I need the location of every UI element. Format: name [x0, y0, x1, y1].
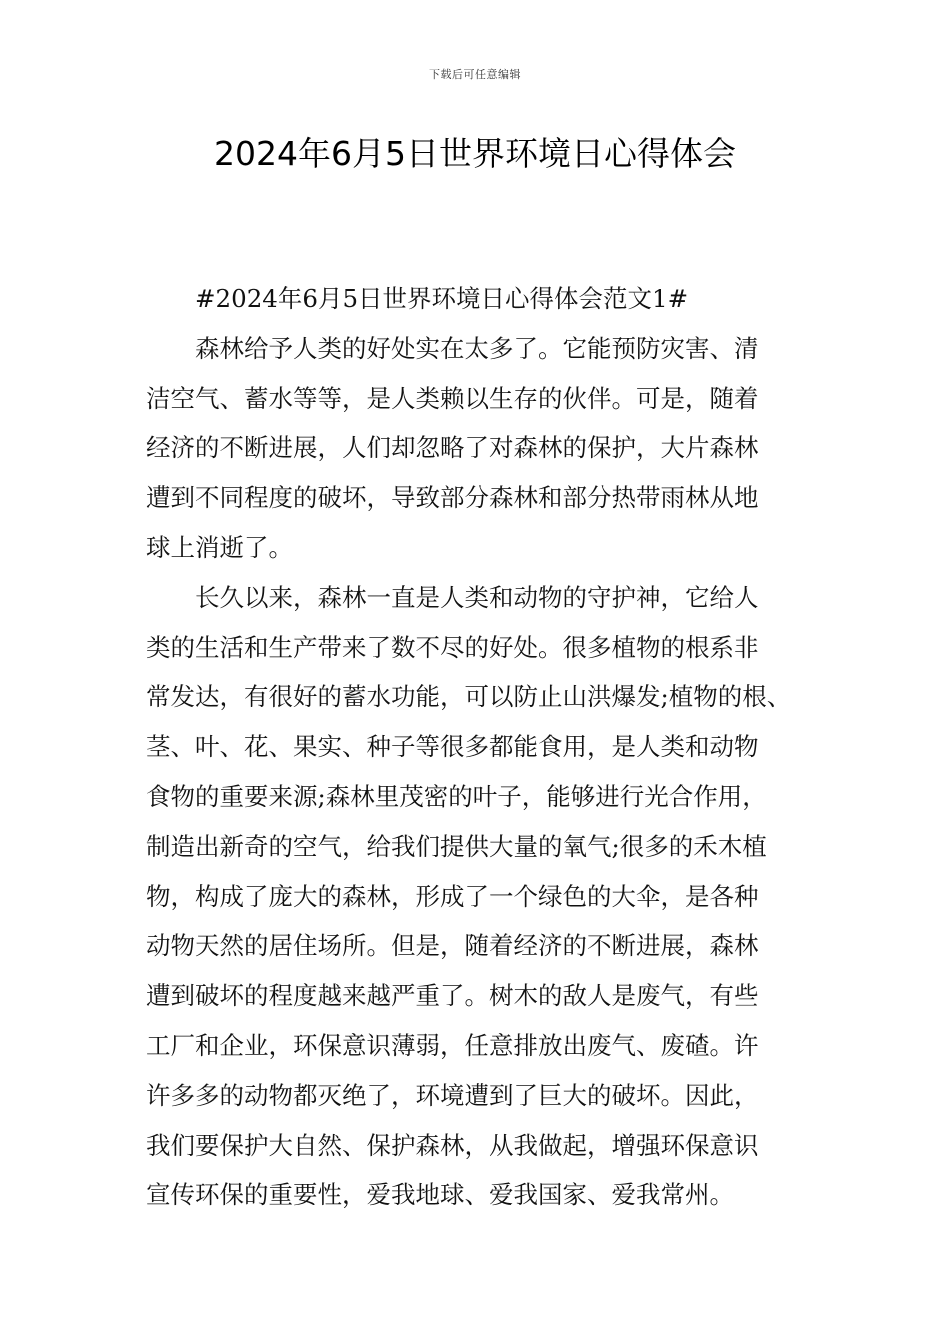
document-body	[146, 283, 826, 1229]
section-heading: #2024年6月5日世界环境日心得体会范文1#	[195, 284, 689, 313]
paragraph-line: 许多多的动物都灭绝了，环境遭到了巨大的破坏。因此，	[146, 1080, 759, 1110]
paragraph-line: 动物天然的居住场所。但是，随着经济的不断进展，森林	[146, 931, 759, 961]
document-title: 2024年6月5日世界环境日心得体会	[214, 134, 736, 173]
paragraph-line: 宣传环保的重要性，爱我地球、爱我国家、爱我常州。	[146, 1180, 734, 1210]
download-note: 下载后可任意编辑	[429, 68, 521, 81]
paragraph-line: 长久以来，森林一直是人类和动物的守护神，它给人	[195, 582, 759, 612]
paragraph-line: 遭到破坏的程度越来越严重了。树木的敌人是废气，有些	[146, 981, 759, 1011]
paragraph-line: 森林给予人类的好处实在太多了。它能预防灾害、清	[195, 333, 759, 363]
paragraph-line: 遭到不同程度的破坏，导致部分森林和部分热带雨林从地	[146, 483, 759, 513]
paragraph-line: 洁空气、蓄水等等，是人类赖以生存的伙伴。可是，随着	[146, 383, 759, 413]
paragraph-line: 物，构成了庞大的森林，形成了一个绿色的大伞，是各种	[146, 881, 759, 911]
paragraph-2	[146, 582, 826, 1229]
paragraph-line: 茎、叶、花、果实、种子等很多都能食用，是人类和动物	[146, 732, 759, 762]
paragraph-line: 类的生活和生产带来了数不尽的好处。很多植物的根系非	[146, 632, 759, 662]
paragraph-line: 常发达，有很好的蓄水功能，可以防止山洪爆发;植物的根、	[146, 682, 792, 712]
paragraph-line: 工厂和企业，环保意识薄弱，任意排放出废气、废碴。许	[146, 1030, 759, 1060]
paragraph-line: 制造出新奇的空气，给我们提供大量的氧气;很多的禾木植	[146, 831, 767, 861]
paragraph-1	[146, 333, 826, 582]
paragraph-line: 球上消逝了。	[146, 532, 293, 562]
paragraph-line: 经济的不断进展，人们却忽略了对森林的保护，大片森林	[146, 433, 759, 463]
paragraph-line: 食物的重要来源;森林里茂密的叶子，能够进行光合作用，	[146, 781, 767, 811]
paragraph-line: 我们要保护大自然、保护森林，从我做起，增强环保意识	[146, 1130, 759, 1160]
